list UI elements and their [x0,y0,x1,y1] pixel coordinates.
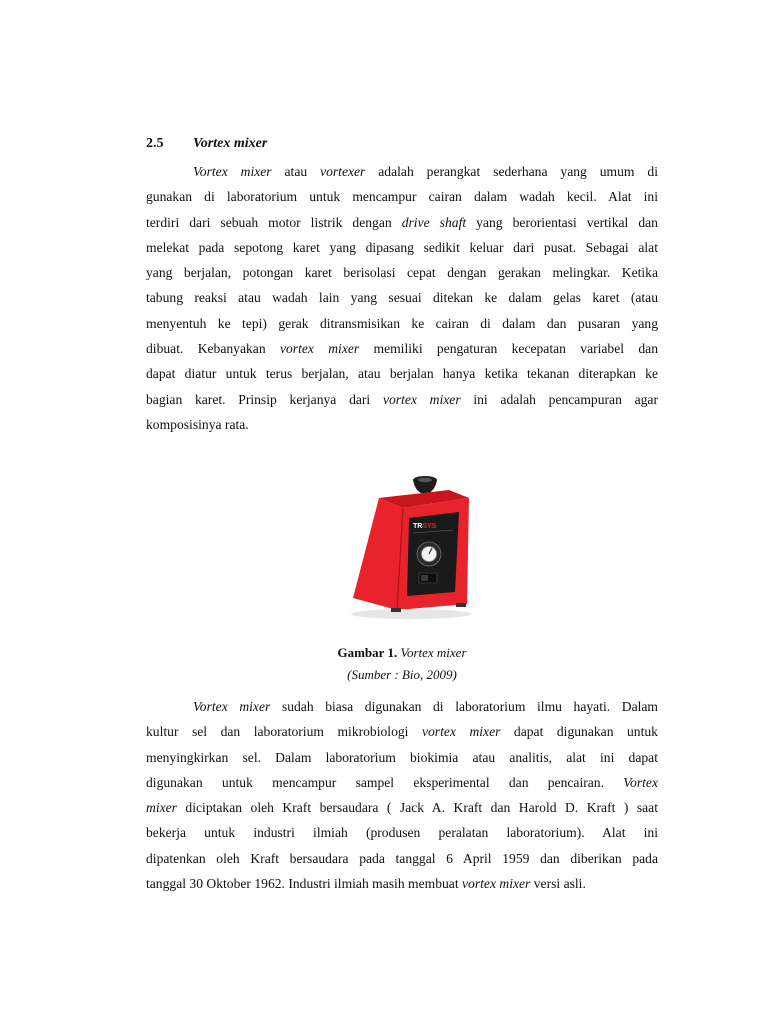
text-run: memiliki pengaturan kecepatan variabel dan [359,341,658,357]
text-run: dapat diatur untuk terus berjalan, atau berjalan hanya ketika tekanan diterapkan ke [146,366,658,382]
text-line [146,795,658,820]
italic-term: Vortex mixer [193,164,272,179]
text-run: melekat pada sepotong karet yang dipasang sedikit keluar dari pusat. Sebagai alat [146,239,658,255]
text-run: dibuat. Kebanyakan [146,341,280,357]
text-line [146,820,658,845]
paragraph-1 [146,159,658,437]
text-run: komposisinya rata. [146,416,249,432]
italic-term: drive shaft [401,214,467,230]
text-line [146,387,658,412]
italic-term: vortexer [320,164,366,179]
text-run: bekerja untuk industri ilmiah (produsen peralatan laboratorium). Alat ini [146,825,658,841]
text-run: adalah perangkat sederhana yang umum di [365,164,658,179]
text-line [146,745,658,770]
text-run: ini adalah pencampuran agar [460,391,658,407]
vortex-mixer-illustration [331,470,471,625]
italic-term: vortex mixer [462,876,531,892]
vortex-mixer-image [331,470,471,625]
text-run: yang berjalan, potongan karet berisolasi cepat dengan gerakan melingkar. Ketika [146,265,658,281]
italic-term: mixer [146,800,177,816]
italic-term: vortex mixer [421,724,501,740]
text-line [146,285,658,310]
figure-caption-title: Vortex mixer [400,645,467,660]
italic-term: vortex mixer [382,391,461,407]
text-run: sudah biasa digunakan di laboratorium ilmu hayati. Dalam [270,699,658,714]
figure-caption [146,645,658,661]
text-line [146,412,658,437]
italic-term: vortex mixer [279,341,360,357]
italic-term: Vortex mixer [193,699,271,714]
text-line [146,336,658,361]
text-line [146,159,658,184]
text-line [146,311,658,336]
brand-logo: TRSYS [413,523,437,530]
text-line [146,846,658,871]
text-run: kultur sel dan laboratorium mikrobiologi [146,724,422,740]
text-run: dapat digunakan untuk [500,724,658,740]
text-line [146,770,658,795]
text-line [146,719,658,744]
text-run: gunakan di laboratorium untuk mencampur cairan dalam wadah kecil. Alat ini [146,189,658,205]
italic-term: Vortex [623,774,658,790]
text-run: terdiri dari sebuah motor listrik dengan [146,214,402,230]
text-run: tabung reaksi atau wadah lain yang sesuai ditekan ke dalam gelas karet (atau [146,290,658,306]
paragraph-2 [146,694,658,896]
text-line [146,871,658,896]
text-run: dipatenkan oleh Kraft bersaudara pada tanggal 6 April 1959 dan diberikan pada [146,850,658,866]
text-run: bagian karet. Prinsip kerjanya dari [146,391,383,407]
text-run: digunakan untuk mencampur sampel eksperimental dan pencairan. [146,774,624,790]
text-run: tanggal 30 Oktober 1962. Industri ilmiah masih membuat [146,876,463,892]
text-line [146,184,658,209]
mixer-side [353,498,403,610]
text-run: menyentuh ke tepi) gerak ditransmisikan ke cairan di dalam dan pusaran yang [146,315,658,331]
text-line [146,694,658,719]
section-number: 2.5 [146,136,164,151]
text-line [146,210,658,235]
figure-source: (Sumber : Bio, 2009) [347,667,457,682]
figure-caption-label: Gambar 1. [337,645,398,660]
text-run: yang berorientasi vertikal dan [466,214,658,230]
text-run: diciptakan oleh Kraft bersaudara ( Jack A. Kraft dan Harold D. Kraft ) saat [176,800,658,816]
section-title: Vortex mixer [193,136,268,151]
section-heading [146,136,267,152]
text-run: atau [271,164,321,179]
text-line [146,260,658,285]
text-line [146,235,658,260]
text-run: menyingkirkan sel. Dalam laboratorium biokimia atau analitis, alat ini dapat [146,749,658,765]
text-line [146,361,658,386]
text-run: versi asli. [530,876,586,892]
